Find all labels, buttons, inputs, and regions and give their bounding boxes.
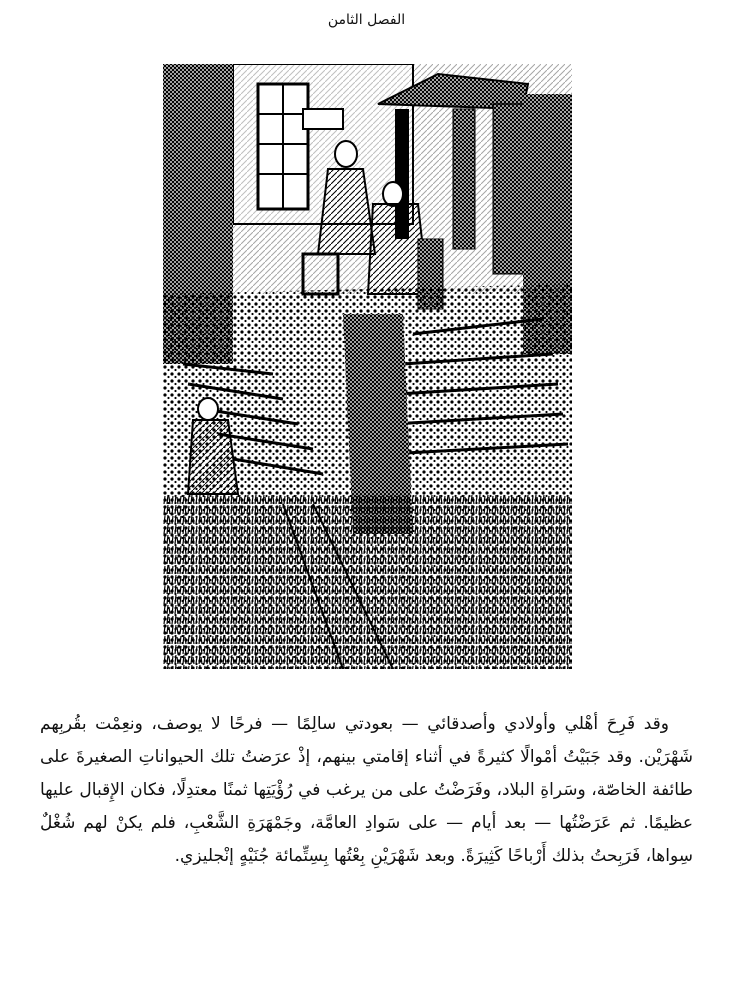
body-text bbox=[40, 708, 693, 873]
body-paragraph: وقد فَرِحَ أهْلي وأولادي وأصدقائي — بعودتي سالِمًا — فرحًا لا يوصف، ونعِمْت بقُربِهم شَهْرَيْن. وقد جَبَيْتُ أمْوالًا كثيرةً في أثناء إقامتي بينهم، إذْ عرَضتُ تلك الحيواناتِ الصغيرةَ على طائفة الخاصّة، وسَراةِ البلاد، وفَرَضْتُ على من يرغب في رُؤْيَتِها ثمنًا معتدِلًا، فكان الإِقبال عليها عظيمًا. ثم عَرَضْتُها — بعد أيام — على سَوادِ العامَّة، وجَمْهَرَةِ الشَّعْبِ، فلم يكنْ لهم شُغْلٌ سِواها، فَرَبِحتُ بذلك أَرْباحًا كَثِيرَةً. وبعد شَهْرَيْنِ بِعْتُها بِسِتِّمائة جُنَيْهٍ إنْجليزي. bbox=[40, 714, 693, 866]
engraving-illustration bbox=[163, 64, 572, 669]
chapter-title: الفصل الثامن bbox=[327, 12, 406, 28]
engraving-garden-scene-image bbox=[163, 64, 572, 669]
